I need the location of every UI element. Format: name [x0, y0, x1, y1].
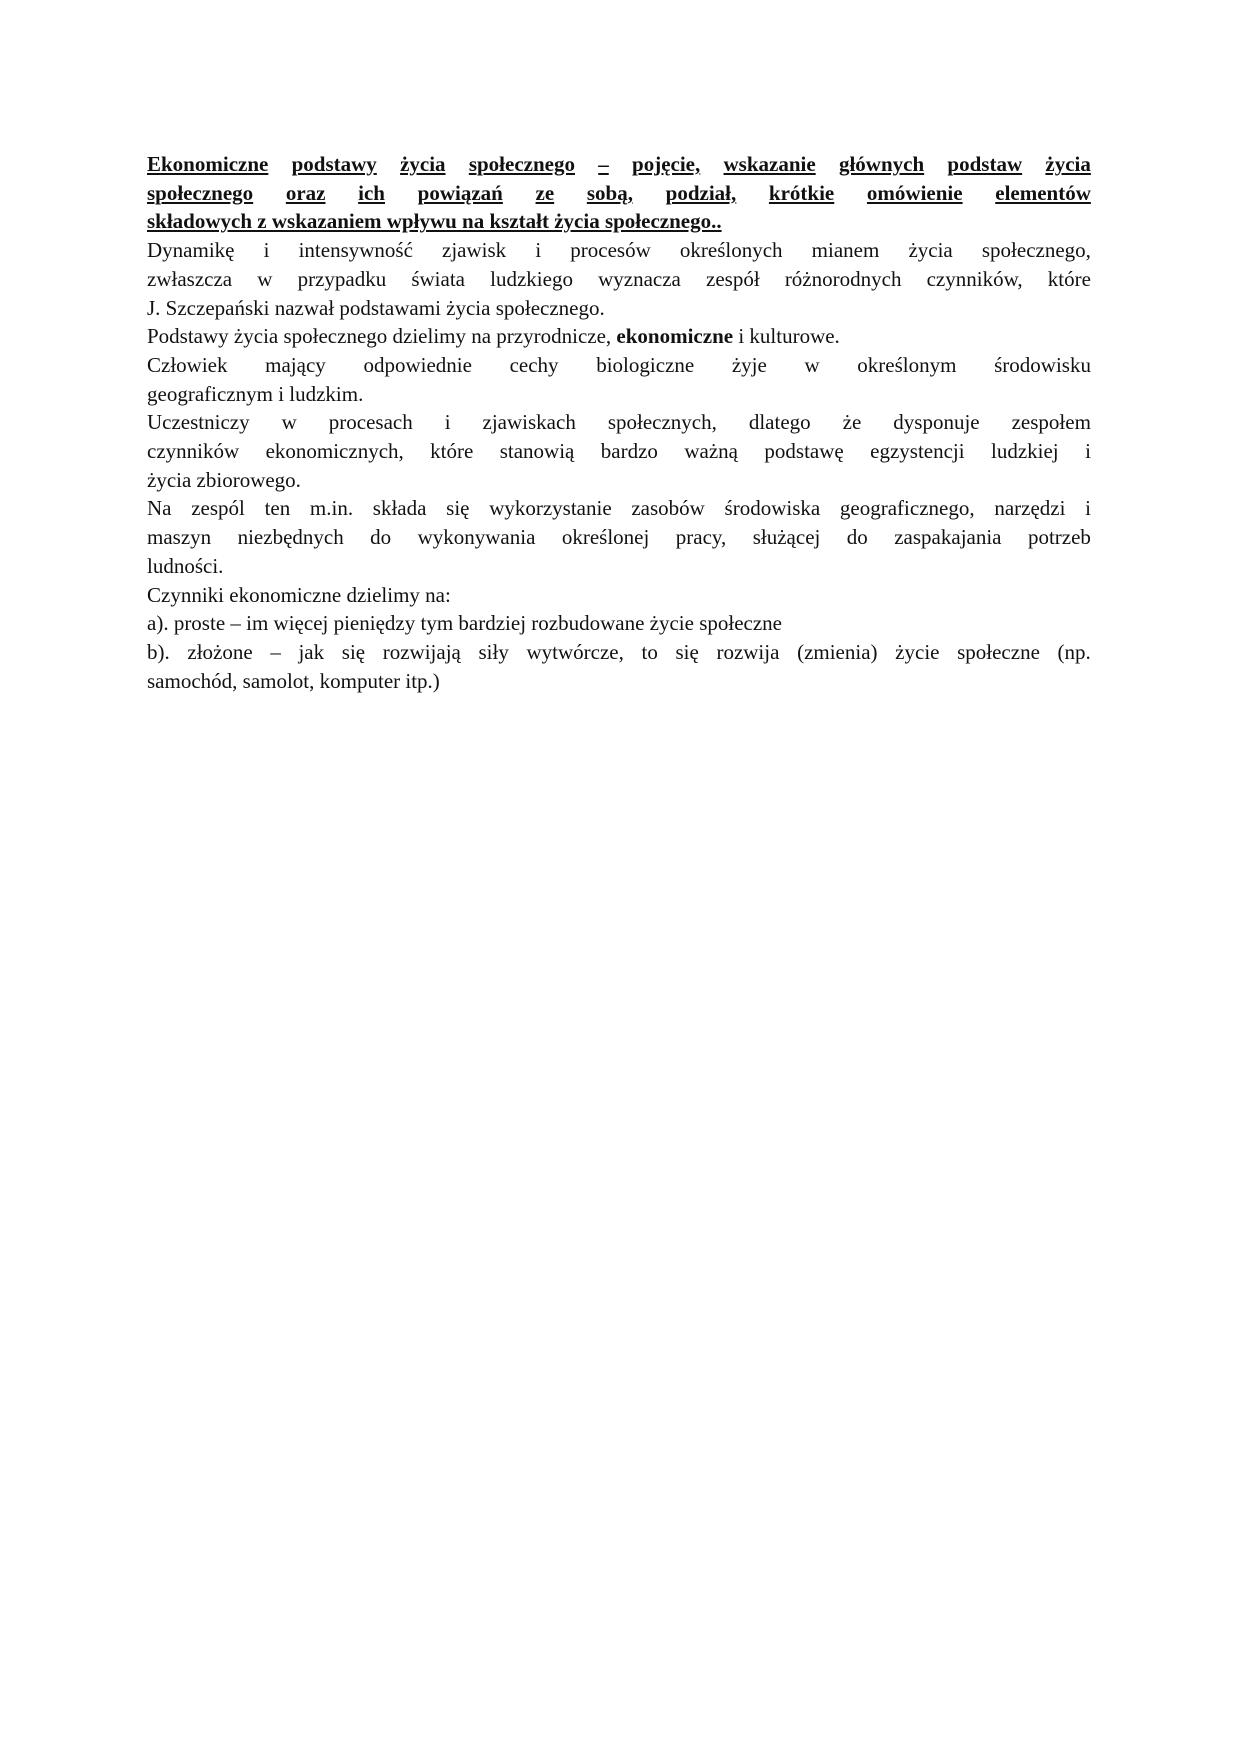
text-line: a). proste – im więcej pieniędzy tym bardziej rozbudowane życie społeczne [147, 611, 782, 636]
document-body [147, 150, 1091, 695]
paragraph-human [147, 351, 1091, 408]
text-line: zwłaszcza w przypadku świata ludzkiego wyznacza zespół różnorodnych czynników, które [147, 266, 1091, 291]
text-segment: i kulturowe. [733, 324, 840, 349]
text-line: geograficznym i ludzkim. [147, 381, 364, 406]
text-line [147, 322, 1091, 351]
text-line: Czynniki ekonomiczne dzielimy na: [147, 582, 451, 607]
paragraph-dynamics [147, 236, 1091, 322]
text-line: b). złożone – jak się rozwijają siły wytwórcze, to się rozwija (zmienia) życie społeczne (np. [147, 639, 1091, 664]
paragraph-participation [147, 408, 1091, 494]
paragraph-factors-intro [147, 581, 1091, 610]
paragraph-foundations [147, 322, 1091, 351]
heading-line: Ekonomiczne podstawy życia społecznego – pojęcie, wskazanie głównych podstaw życia [147, 152, 1091, 176]
text-line: czynników ekonomicznych, które stanowią bardzo ważną podstawę egzystencji ludzkiej i [147, 439, 1091, 464]
heading-line: społecznego oraz ich powiązań ze sobą, podział, krótkie omówienie elementów [147, 180, 1091, 205]
text-line: Uczestniczy w procesach i zjawiskach społecznych, dlatego że dysponuje zespołem [147, 410, 1091, 435]
list-item-complex [147, 638, 1091, 695]
bold-term: ekonomiczne [616, 324, 734, 349]
document-heading [147, 150, 1091, 236]
paragraph-resources [147, 494, 1091, 580]
text-line: maszyn niezbędnych do wykonywania określonej pracy, służącej do zaspakajania potrzeb [147, 525, 1091, 550]
text-segment: Podstawy życia społecznego dzielimy na przyrodnicze, [147, 324, 617, 349]
text-line: samochód, samolot, komputer itp.) [147, 668, 440, 693]
list-item-simple [147, 609, 1091, 638]
text-line: życia zbiorowego. [147, 467, 301, 492]
text-line: J. Szczepański nazwał podstawami życia społecznego. [147, 295, 605, 320]
text-line: ludności. [147, 553, 224, 578]
text-line: Na zespól ten m.in. składa się wykorzystanie zasobów środowiska geograficznego, narzędzi i [147, 496, 1091, 521]
text-line: Dynamikę i intensywność zjawisk i procesów określonych mianem życia społecznego, [147, 238, 1091, 263]
heading-line: składowych z wskazaniem wpływu na kształt życia społecznego.. [147, 209, 722, 234]
text-line: Człowiek mający odpowiednie cechy biologiczne żyje w określonym środowisku [147, 352, 1091, 377]
